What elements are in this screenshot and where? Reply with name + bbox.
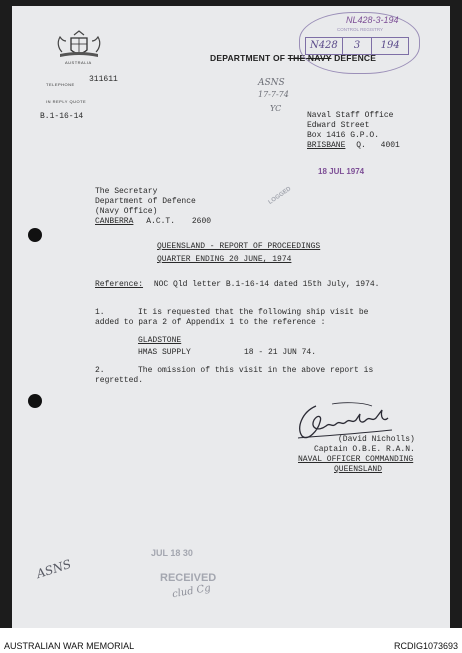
department-prefix: DEPARTMENT OF <box>210 53 286 63</box>
reference-text: NOC Qld letter B.1-16-14 dated 15th July, 1974. <box>153 280 380 289</box>
sender-address <box>307 111 400 151</box>
footer-right: RCDIG1073693 <box>393 641 458 651</box>
department-struck: THE NAVY <box>287 53 332 63</box>
registry-number-handwritten: NL428-3-194 <box>346 15 399 25</box>
registry-subtitle: CONTROL REGISTRY <box>337 27 384 32</box>
signature-name: (David Nicholls) <box>338 435 415 444</box>
handwritten-asns-top: ASNS <box>258 78 285 88</box>
para2-number: 2. <box>95 366 105 375</box>
registry-part-1: N428 <box>306 38 343 54</box>
recipient-line-3: (Navy Office) <box>95 207 158 216</box>
coat-of-arms-icon <box>52 30 106 64</box>
recipient-address <box>95 187 211 227</box>
faint-received-stamp: RECEIVED <box>160 572 217 584</box>
handwritten-bottom-scribble: clud Cg <box>171 582 212 601</box>
recipient-line-2: Department of Defence <box>95 197 196 206</box>
subject-line-1: QUEENSLAND - REPORT OF PROCEEDINGS <box>157 242 321 251</box>
para2-line-2: regretted. <box>95 376 144 385</box>
para1-number: 1. <box>95 308 105 317</box>
signature-title-1: NAVAL OFFICER COMMANDING <box>298 455 414 464</box>
visit-ship: HMAS SUPPLY <box>138 348 191 357</box>
sender-postcode: 4001 <box>380 141 400 150</box>
reference-line <box>95 280 379 290</box>
reply-reference: B.1-16-14 <box>40 112 84 121</box>
signature-rank: Captain O.B.E. R.A.N. <box>314 445 415 454</box>
received-date-stamp: 18 JUL 1974 <box>318 167 365 176</box>
registry-part-2: 3 <box>343 38 373 54</box>
recipient-city: CANBERRA <box>95 217 134 226</box>
recipient-postcode: 2600 <box>191 217 212 226</box>
sender-city-line <box>307 141 400 151</box>
faint-stamp-mark: LOGGED <box>267 186 293 206</box>
para2-line-1: The omission of this visit in the above report is <box>138 366 374 375</box>
handwritten-initials: YC <box>270 104 282 113</box>
reply-label: IN REPLY QUOTE <box>46 99 87 104</box>
handwritten-asns-bottom: ASNS <box>34 556 73 582</box>
faint-date-stamp: JUL 18 30 <box>151 548 193 558</box>
signature-title-2: QUEENSLAND <box>334 465 383 474</box>
subject-line-2: QUARTER ENDING 20 JUNE, 1974 <box>157 255 292 264</box>
visit-dates: 18 - 21 JUN 74. <box>244 348 317 357</box>
footer-left: AUSTRALIAN WAR MEMORIAL <box>4 641 135 651</box>
punch-hole-bottom <box>28 394 42 408</box>
handwritten-date: 17-7-74 <box>258 90 289 99</box>
recipient-line-1: The Secretary <box>95 187 158 196</box>
recipient-city-line <box>95 217 211 227</box>
recipient-state: A.C.T. <box>146 217 176 226</box>
visit-port: GLADSTONE <box>138 336 182 345</box>
para1-line-2: added to para 2 of Appendix 1 to the reference : <box>95 318 326 327</box>
sender-city: BRISBANE <box>307 141 346 150</box>
telephone-label: TELEPHONE <box>46 82 75 87</box>
crest-motto: AUSTRALIA <box>65 60 92 65</box>
sender-line-1: Naval Staff Office <box>307 111 394 120</box>
sender-line-3: Box 1416 G.P.O. <box>307 131 380 140</box>
punch-hole-top <box>28 228 42 242</box>
department-suffix: DEFENCE <box>334 53 377 63</box>
telephone-number: 311611 <box>89 75 118 84</box>
sender-state: Q. <box>356 141 366 150</box>
registry-part-3: 194 <box>380 40 400 51</box>
para1-line-1: It is requested that the following ship visit be <box>138 308 369 317</box>
registry-number-box <box>305 37 409 55</box>
reference-label: Reference: <box>95 280 144 289</box>
archive-footer <box>0 628 462 653</box>
document-page <box>12 6 450 628</box>
sender-line-2: Edward Street <box>307 121 370 130</box>
